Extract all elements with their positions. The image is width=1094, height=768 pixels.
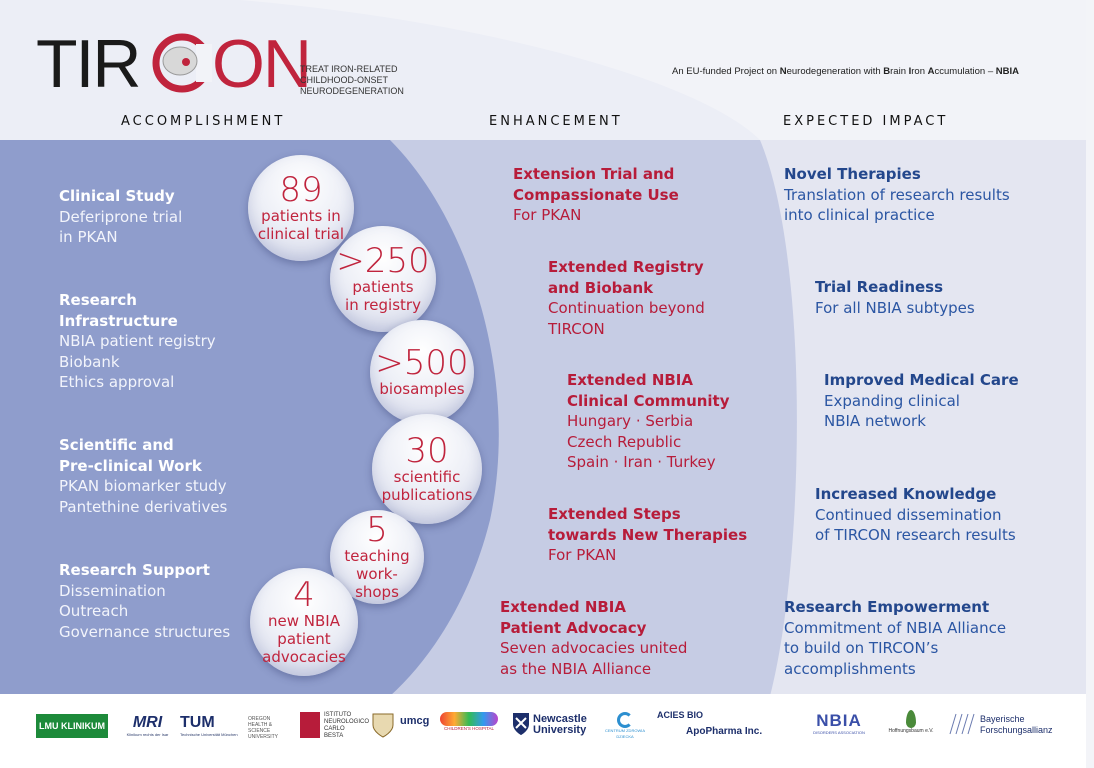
- item-title: Improved Medical Care: [824, 371, 1019, 389]
- item-title: Pre-clinical Work: [59, 456, 202, 475]
- logo-tum: [180, 714, 240, 737]
- tagline-part: eurodegeneration with: [786, 66, 884, 77]
- tagline-part: ron: [911, 66, 928, 77]
- enhancement-item: [500, 597, 740, 679]
- impact-item: [784, 597, 1054, 679]
- item-title: Extended Registry: [548, 258, 704, 276]
- column-heading-accomplishment: ACCOMPLISHMENT: [121, 114, 286, 129]
- metric-label: [344, 547, 409, 601]
- metric-label: [379, 380, 464, 398]
- accomplishment-item: [59, 290, 249, 393]
- enhancement-item: [513, 164, 753, 226]
- metric-label: [382, 468, 473, 504]
- logo-sub-line: TREAT IRON-RELATED: [300, 64, 398, 74]
- item-line: Biobank: [59, 352, 120, 371]
- item-title: Extended NBIA: [567, 371, 693, 389]
- impact-item: [824, 370, 1094, 432]
- impact-item: [815, 484, 1085, 546]
- metric-label-line: advocacies: [262, 648, 346, 666]
- item-title: Research Empowerment: [784, 598, 990, 616]
- impact-item: [784, 164, 1054, 226]
- metric-value: 5: [366, 510, 388, 550]
- logo-lmu-klinikum: [36, 714, 108, 738]
- item-line: as the NBIA Alliance: [500, 659, 652, 678]
- enhancement-item: [548, 257, 788, 339]
- logo-crest: [372, 712, 394, 738]
- item-line: PKAN biomarker study: [59, 477, 227, 495]
- item-line: Deferiprone trial: [59, 207, 183, 226]
- item-line: Governance structures: [59, 622, 231, 641]
- column-heading-enhancement: ENHANCEMENT: [489, 114, 623, 129]
- logo-besta: [300, 712, 370, 739]
- tagline-part: A: [927, 66, 935, 77]
- logo-wordmark: [36, 26, 310, 102]
- accomplishment-item: [59, 186, 249, 248]
- logo-label: LMU KLINIKUM: [39, 721, 105, 731]
- metric-value: 30: [405, 431, 449, 471]
- item-line: in PKAN: [59, 228, 118, 246]
- logo-label: CHILDREN'S HOSPITAL: [443, 726, 495, 731]
- tagline-part: An EU-funded Project on: [672, 66, 780, 77]
- metric-label-line: work-: [356, 565, 398, 583]
- item-title: Clinical Study: [59, 187, 175, 205]
- metric-label-line: patients: [352, 278, 414, 296]
- metric-label-line: shops: [355, 583, 399, 601]
- metric-value: 4: [293, 575, 315, 615]
- metric-label-line: scientific: [393, 468, 461, 486]
- tagline-part: N: [779, 66, 787, 77]
- item-title: Research: [59, 291, 137, 309]
- item-title: Scientific and: [59, 436, 174, 454]
- item-line: of TIRCON research results: [815, 526, 1016, 544]
- lines-icon: [948, 712, 976, 736]
- logo-label: CENTRUM ZDROWIA DZIECKA: [605, 728, 645, 739]
- metric-label-line: patient: [277, 630, 331, 648]
- logo: [36, 26, 406, 102]
- item-line: Hungary · Serbia: [567, 412, 694, 430]
- tagline-part: I: [908, 66, 912, 77]
- item-line: Seven advocacies united: [500, 639, 688, 657]
- item-title: Extended NBIA: [500, 598, 626, 616]
- item-line: Commitment of NBIA Alliance: [784, 618, 1007, 637]
- item-line: For PKAN: [548, 546, 617, 564]
- item-line: Expanding clinical: [824, 391, 960, 410]
- item-title: Novel Therapies: [784, 165, 921, 183]
- logo-czd: [596, 712, 654, 740]
- people-icon: [440, 712, 498, 726]
- logo-sub: Technische Universität München: [180, 732, 238, 737]
- item-line: Outreach: [59, 602, 129, 620]
- item-line: For all NBIA subtypes: [815, 298, 975, 317]
- tagline: [672, 66, 1062, 77]
- item-line: Translation of research results: [784, 185, 1010, 204]
- logo-subtitle: [300, 64, 420, 97]
- item-title: Research Support: [59, 561, 210, 579]
- item-line: Dissemination: [59, 581, 166, 600]
- logo-sub-line: CHILDHOOD-ONSET: [300, 75, 389, 85]
- brain-icon: [163, 47, 197, 75]
- metric-bubble: [330, 226, 436, 332]
- enhancement-item: [548, 504, 788, 566]
- column-heading-impact: EXPECTED IMPACT: [783, 114, 949, 129]
- item-line: For PKAN: [513, 206, 582, 224]
- metric-label-line: publications: [381, 486, 473, 504]
- svg-text:ON: ON: [212, 26, 310, 102]
- item-title: Increased Knowledge: [815, 485, 997, 503]
- item-line: Continuation beyond: [548, 299, 705, 317]
- item-line: Czech Republic: [567, 432, 682, 451]
- logo-label: umcg: [400, 715, 430, 727]
- logo-label: ISTITUTO NEUROLOGICO CARLO BESTA: [324, 712, 370, 739]
- tagline-part: B: [883, 66, 891, 77]
- metric-label-line: clinical trial: [257, 225, 345, 243]
- metric-label-line: biosamples: [379, 380, 465, 398]
- logo-sub: Klinikum rechts der Isar: [126, 732, 169, 737]
- item-line: NBIA network: [824, 412, 926, 430]
- item-title: towards New Therapies: [548, 525, 748, 544]
- logo-text-tir: TIR: [36, 26, 140, 102]
- logo-ohsu: [248, 716, 288, 740]
- item-title: Extended Steps: [548, 505, 681, 523]
- logo-apopharma: [686, 726, 762, 737]
- metric-bubble: [250, 568, 358, 676]
- leaf-icon: [906, 710, 916, 728]
- accomplishment-item: [59, 560, 249, 642]
- logo-label: NBIA: [816, 711, 862, 730]
- item-title: and Biobank: [548, 278, 654, 297]
- item-line: NBIA patient registry: [59, 332, 216, 350]
- metric-label-line: patients in: [261, 207, 341, 225]
- logo-hoffnungsbaum: [886, 710, 936, 735]
- metric-value: 89: [279, 170, 323, 210]
- item-line: TIRCON: [548, 319, 605, 338]
- item-line: into clinical practice: [784, 206, 935, 224]
- metric-label: [258, 207, 344, 243]
- logo-label: TUM: [180, 714, 215, 731]
- accomplishment-item: [59, 435, 249, 517]
- logo-nbia-disorders-association: [804, 712, 874, 735]
- czd-icon: [617, 712, 633, 728]
- metric-label-line: teaching: [344, 547, 410, 565]
- logo-label: OREGON HEALTH & SCIENCE UNIVERSITY: [248, 716, 279, 740]
- tagline-part: NBIA: [995, 66, 1020, 77]
- item-title: Trial Readiness: [815, 278, 944, 296]
- logo-umcg: [400, 716, 429, 726]
- logo-mri: [120, 714, 175, 737]
- metric-bubble: [370, 320, 474, 424]
- item-line: Pantethine derivatives: [59, 497, 228, 516]
- item-title: Clinical Community: [567, 391, 730, 410]
- item-line: Ethics approval: [59, 373, 175, 391]
- item-line: Spain · Iran · Turkey: [567, 453, 716, 471]
- crest-icon: [372, 712, 394, 738]
- metric-label-line: in registry: [345, 296, 421, 314]
- item-line: accomplishments: [784, 659, 916, 678]
- logo-label: Newcastle University: [533, 713, 587, 736]
- logo-label: ApoPharma Inc.: [686, 726, 763, 737]
- impact-item: [815, 277, 1085, 318]
- logo-label: Bayerische Forschungsallianz: [980, 714, 1053, 735]
- tagline-part: ccumulation –: [934, 66, 996, 77]
- item-title: Infrastructure: [59, 311, 178, 330]
- item-line: to build on TIRCON’s: [784, 639, 939, 657]
- tagline-part: rain: [890, 66, 909, 77]
- partner-logo-bar: [0, 694, 1086, 768]
- logo-label: Hoffnungsbaum e.V.: [888, 728, 934, 734]
- logo-label: MRI: [132, 714, 163, 731]
- metric-label: [345, 278, 421, 314]
- metric-value: >500: [375, 343, 469, 383]
- metric-label: [262, 612, 346, 666]
- enhancement-item: [567, 370, 807, 473]
- item-title: Patient Advocacy: [500, 618, 647, 637]
- logo-label: ACIES BIO: [657, 710, 704, 720]
- logo-childrens-hospital: [440, 712, 498, 732]
- shield-icon: [512, 712, 530, 736]
- logo-aciesbio: [657, 710, 703, 720]
- item-title: Extension Trial and: [513, 165, 675, 183]
- metric-value: >250: [336, 241, 430, 281]
- metric-label-line: new NBIA: [268, 612, 340, 630]
- item-line: Continued dissemination: [815, 505, 1002, 524]
- logo-sub-line: NEURODEGENERATION: [300, 86, 404, 96]
- logo-sub: DISORDERS ASSOCIATION: [813, 730, 865, 735]
- item-title: Compassionate Use: [513, 185, 679, 204]
- metric-bubble: [372, 414, 482, 524]
- besta-mark-icon: [300, 712, 320, 738]
